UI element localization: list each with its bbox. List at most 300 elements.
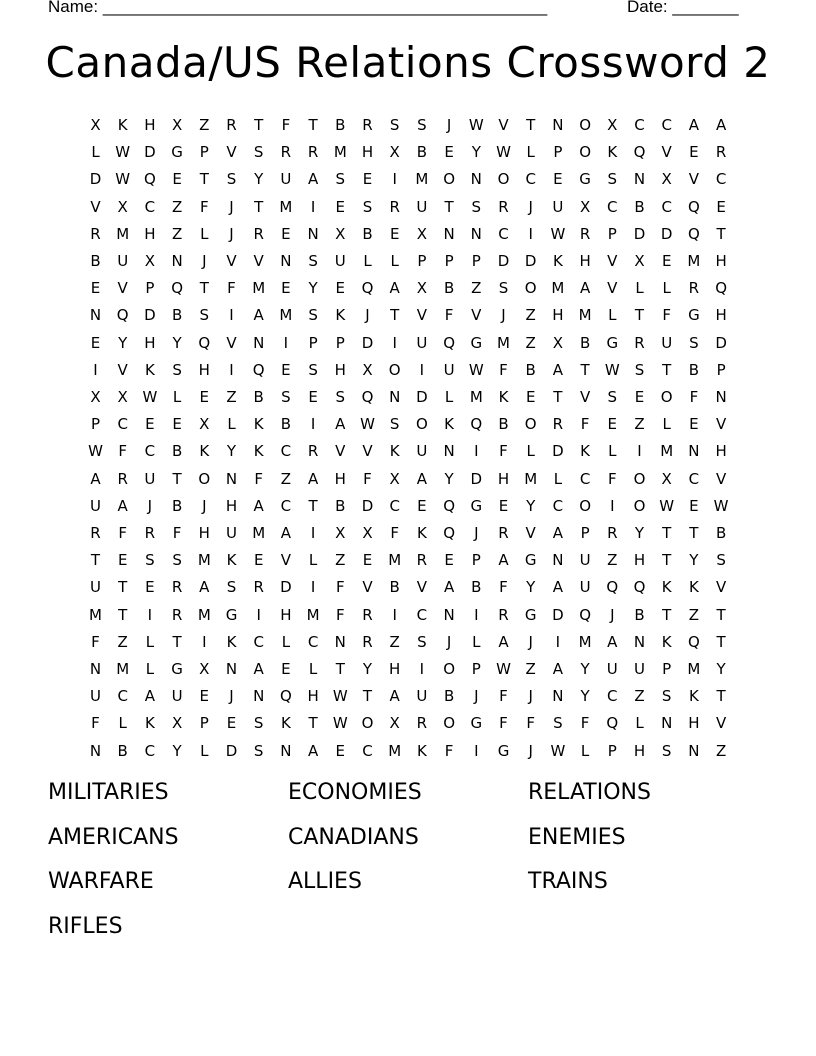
grid-cell[interactable]: R <box>416 551 428 570</box>
grid-cell[interactable]: I <box>610 496 615 515</box>
grid-cell[interactable]: E <box>716 197 726 216</box>
grid-cell[interactable]: H <box>225 496 238 515</box>
grid-cell[interactable]: C <box>688 469 700 488</box>
grid-cell[interactable]: M <box>197 551 211 570</box>
grid-cell[interactable]: X <box>199 415 210 434</box>
grid-cell[interactable]: T <box>716 632 726 651</box>
grid-cell[interactable]: X <box>171 714 183 733</box>
grid-cell[interactable]: M <box>89 605 102 624</box>
grid-cell[interactable]: B <box>471 578 482 597</box>
grid-cell[interactable]: H <box>715 306 727 325</box>
grid-cell[interactable]: F <box>118 524 127 542</box>
grid-cell[interactable]: N <box>253 687 265 706</box>
grid-cell[interactable]: U <box>117 252 129 270</box>
grid-cell[interactable]: U <box>416 333 428 352</box>
grid-cell[interactable]: A <box>552 660 564 678</box>
grid-cell[interactable]: U <box>552 197 564 216</box>
grid-cell[interactable]: W <box>496 660 511 678</box>
grid-cell[interactable]: W <box>713 496 729 515</box>
grid-cell[interactable]: F <box>499 360 508 379</box>
grid-cell[interactable]: R <box>226 116 237 134</box>
grid-cell[interactable]: F <box>390 524 399 542</box>
grid-cell[interactable]: N <box>661 714 673 733</box>
grid-cell[interactable]: F <box>607 469 617 488</box>
grid-cell[interactable]: A <box>443 578 455 597</box>
grid-cell[interactable]: Y <box>118 333 128 352</box>
grid-cell[interactable]: M <box>497 333 510 352</box>
grid-cell[interactable]: Y <box>689 551 699 570</box>
grid-cell[interactable]: U <box>443 360 455 379</box>
grid-cell[interactable]: S <box>145 551 155 570</box>
grid-cell[interactable]: S <box>199 306 210 325</box>
grid-cell[interactable]: U <box>416 197 428 216</box>
grid-cell[interactable]: H <box>307 687 319 706</box>
grid-cell[interactable]: L <box>118 714 127 733</box>
grid-cell[interactable]: I <box>310 578 316 597</box>
grid-cell[interactable]: O <box>524 279 537 298</box>
grid-cell[interactable]: E <box>689 143 699 162</box>
grid-cell[interactable]: J <box>202 252 207 270</box>
grid-cell[interactable]: M <box>469 388 483 406</box>
grid-cell[interactable]: C <box>552 496 564 515</box>
grid-cell[interactable]: N <box>470 170 482 189</box>
grid-cell[interactable]: D <box>361 496 374 515</box>
grid-cell[interactable]: U <box>90 496 101 515</box>
grid-cell[interactable]: C <box>525 170 536 189</box>
grid-cell[interactable]: Z <box>525 333 536 352</box>
grid-cell[interactable]: Z <box>171 224 183 243</box>
grid-cell[interactable]: B <box>171 306 183 325</box>
grid-cell[interactable]: K <box>253 442 264 461</box>
grid-cell[interactable]: T <box>362 687 373 706</box>
grid-cell[interactable]: U <box>661 333 673 352</box>
grid-cell[interactable]: E <box>607 415 618 434</box>
grid-cell[interactable]: Z <box>688 605 700 624</box>
grid-cell[interactable]: X <box>416 224 428 243</box>
grid-cell[interactable]: K <box>144 360 155 379</box>
grid-cell[interactable]: F <box>499 714 508 733</box>
grid-cell[interactable]: H <box>633 741 646 760</box>
grid-cell[interactable]: U <box>144 469 156 488</box>
grid-cell[interactable]: N <box>443 224 455 243</box>
grid-cell[interactable]: C <box>307 632 319 651</box>
grid-cell[interactable]: O <box>579 116 591 134</box>
grid-cell[interactable]: X <box>90 388 101 406</box>
grid-cell[interactable]: F <box>91 632 100 651</box>
grid-cell[interactable]: T <box>662 360 672 379</box>
grid-cell[interactable]: T <box>553 388 563 406</box>
grid-cell[interactable]: H <box>579 252 591 270</box>
grid-cell[interactable]: C <box>117 687 128 706</box>
grid-cell[interactable]: L <box>363 252 372 270</box>
grid-cell[interactable]: S <box>661 741 672 760</box>
grid-cell[interactable]: P <box>90 415 101 434</box>
grid-cell[interactable]: Q <box>443 333 455 352</box>
grid-cell[interactable]: E <box>525 388 536 406</box>
grid-cell[interactable]: X <box>117 388 128 406</box>
grid-cell[interactable]: T <box>308 714 318 733</box>
grid-cell[interactable]: F <box>580 415 590 434</box>
grid-cell[interactable]: L <box>91 143 100 162</box>
grid-cell[interactable]: X <box>389 143 400 162</box>
grid-cell[interactable]: K <box>335 306 346 325</box>
grid-cell[interactable]: O <box>660 388 673 406</box>
grid-cell[interactable]: N <box>171 252 183 270</box>
grid-cell[interactable]: C <box>715 170 727 189</box>
grid-cell[interactable]: M <box>279 306 293 325</box>
grid-cell[interactable]: E <box>634 388 645 406</box>
grid-cell[interactable]: F <box>526 714 535 733</box>
grid-cell[interactable]: R <box>552 415 564 434</box>
grid-cell[interactable]: A <box>389 687 400 706</box>
grid-cell[interactable]: A <box>253 306 264 325</box>
grid-cell[interactable]: M <box>333 143 347 162</box>
grid-cell[interactable]: S <box>716 551 726 570</box>
grid-cell[interactable]: E <box>498 496 509 515</box>
grid-cell[interactable]: F <box>580 714 590 733</box>
grid-cell[interactable]: Q <box>361 388 374 406</box>
grid-cell[interactable]: D <box>144 143 156 162</box>
grid-cell[interactable]: X <box>661 170 672 189</box>
grid-cell[interactable]: X <box>389 469 400 488</box>
grid-cell[interactable]: L <box>444 388 454 406</box>
grid-cell[interactable]: N <box>225 469 238 488</box>
grid-cell[interactable]: T <box>254 197 264 216</box>
grid-cell[interactable]: H <box>198 524 210 542</box>
grid-cell[interactable]: H <box>497 469 510 488</box>
grid-cell[interactable]: V <box>715 415 727 434</box>
grid-cell[interactable]: Q <box>171 279 183 298</box>
grid-cell[interactable]: W <box>604 360 620 379</box>
grid-cell[interactable]: P <box>716 360 726 379</box>
grid-cell[interactable]: J <box>446 632 452 651</box>
grid-cell[interactable]: L <box>308 551 318 570</box>
grid-cell[interactable]: N <box>443 605 455 624</box>
grid-cell[interactable]: X <box>362 524 373 542</box>
grid-cell[interactable]: N <box>633 632 646 651</box>
grid-cell[interactable]: I <box>310 197 316 216</box>
grid-cell[interactable]: T <box>662 524 672 542</box>
grid-cell[interactable]: G <box>497 741 510 760</box>
grid-cell[interactable]: R <box>498 197 509 216</box>
grid-cell[interactable]: I <box>392 333 397 352</box>
grid-cell[interactable]: C <box>253 632 264 651</box>
grid-cell[interactable]: P <box>417 252 427 270</box>
grid-cell[interactable]: U <box>416 687 428 706</box>
grid-cell[interactable]: F <box>499 687 508 706</box>
grid-cell[interactable]: R <box>253 224 264 243</box>
grid-cell[interactable]: R <box>362 605 373 624</box>
grid-cell[interactable]: D <box>552 605 564 624</box>
grid-cell[interactable]: X <box>171 116 183 134</box>
grid-cell[interactable]: E <box>281 360 291 379</box>
grid-cell[interactable]: V <box>471 306 482 325</box>
grid-cell[interactable]: K <box>688 578 699 597</box>
grid-cell[interactable]: J <box>528 741 533 760</box>
grid-cell[interactable]: N <box>253 333 265 352</box>
grid-cell[interactable]: E <box>389 224 400 243</box>
grid-cell[interactable]: Z <box>525 306 536 325</box>
grid-cell[interactable]: W <box>468 116 484 134</box>
grid-cell[interactable]: O <box>361 714 374 733</box>
grid-cell[interactable]: C <box>416 605 428 624</box>
grid-cell[interactable]: E <box>253 551 264 570</box>
grid-cell[interactable]: X <box>199 660 210 678</box>
grid-cell[interactable]: I <box>419 360 425 379</box>
grid-cell[interactable]: C <box>661 116 672 134</box>
grid-cell[interactable]: E <box>281 660 291 678</box>
grid-cell[interactable]: Q <box>361 279 374 298</box>
grid-cell[interactable]: M <box>388 551 402 570</box>
grid-cell[interactable]: C <box>144 741 156 760</box>
grid-cell[interactable]: I <box>528 224 533 243</box>
grid-cell[interactable]: Y <box>526 496 536 515</box>
grid-cell[interactable]: T <box>716 224 726 243</box>
grid-cell[interactable]: Q <box>633 143 646 162</box>
grid-cell[interactable]: R <box>117 469 128 488</box>
grid-cell[interactable]: A <box>253 660 264 678</box>
grid-cell[interactable]: E <box>281 279 291 298</box>
grid-cell[interactable]: V <box>226 252 237 270</box>
grid-cell[interactable]: E <box>553 170 563 189</box>
grid-cell[interactable]: A <box>607 632 618 651</box>
grid-cell[interactable]: V <box>335 442 346 461</box>
grid-cell[interactable]: B <box>443 279 455 298</box>
grid-cell[interactable]: N <box>89 741 102 760</box>
grid-cell[interactable]: S <box>634 360 645 379</box>
grid-cell[interactable]: I <box>310 524 316 542</box>
date-blank[interactable]: _______ <box>672 0 739 16</box>
grid-cell[interactable]: W <box>468 360 484 379</box>
grid-cell[interactable]: K <box>444 415 455 434</box>
grid-cell[interactable]: W <box>550 741 566 760</box>
grid-cell[interactable]: H <box>144 224 156 243</box>
grid-cell[interactable]: T <box>172 469 182 488</box>
grid-cell[interactable]: N <box>443 442 455 461</box>
grid-cell[interactable]: O <box>579 143 591 162</box>
grid-cell[interactable]: N <box>225 660 238 678</box>
grid-cell[interactable]: L <box>390 252 399 270</box>
grid-cell[interactable]: O <box>388 360 401 379</box>
grid-cell[interactable]: R <box>607 524 618 542</box>
grid-cell[interactable]: D <box>552 442 564 461</box>
grid-cell[interactable]: T <box>716 687 726 706</box>
grid-cell[interactable]: G <box>171 143 183 162</box>
grid-cell[interactable]: O <box>579 496 591 515</box>
grid-cell[interactable]: N <box>280 741 292 760</box>
grid-cell[interactable]: N <box>280 252 292 270</box>
grid-cell[interactable]: H <box>715 252 727 270</box>
grid-cell[interactable]: C <box>579 469 591 488</box>
grid-cell[interactable]: C <box>117 415 128 434</box>
grid-cell[interactable]: B <box>416 143 428 162</box>
grid-cell[interactable]: M <box>116 224 130 243</box>
grid-cell[interactable]: Q <box>633 578 646 597</box>
grid-cell[interactable]: B <box>362 224 373 243</box>
grid-cell[interactable]: F <box>172 524 182 542</box>
grid-cell[interactable]: M <box>660 442 674 461</box>
grid-cell[interactable]: W <box>88 442 103 461</box>
grid-cell[interactable]: D <box>144 306 156 325</box>
grid-cell[interactable]: I <box>392 170 397 189</box>
grid-cell[interactable]: H <box>280 605 292 624</box>
grid-cell[interactable]: P <box>662 660 672 678</box>
grid-cell[interactable]: P <box>580 524 590 542</box>
grid-cell[interactable]: E <box>661 252 672 270</box>
grid-cell[interactable]: K <box>117 116 128 134</box>
grid-cell[interactable]: S <box>226 578 237 597</box>
grid-cell[interactable]: Z <box>607 551 618 570</box>
grid-cell[interactable]: P <box>308 333 318 352</box>
grid-cell[interactable]: X <box>362 360 373 379</box>
grid-cell[interactable]: N <box>470 224 482 243</box>
grid-cell[interactable]: Y <box>172 333 182 352</box>
grid-cell[interactable]: G <box>225 605 238 624</box>
grid-cell[interactable]: S <box>253 143 264 162</box>
grid-cell[interactable]: C <box>607 687 618 706</box>
grid-cell[interactable]: S <box>308 306 318 325</box>
grid-cell[interactable]: D <box>524 252 537 270</box>
grid-cell[interactable]: X <box>552 333 564 352</box>
grid-cell[interactable]: A <box>117 496 128 515</box>
grid-cell[interactable]: R <box>579 224 591 243</box>
grid-cell[interactable]: K <box>661 632 672 651</box>
grid-cell[interactable]: X <box>90 116 101 134</box>
grid-cell[interactable]: Q <box>143 170 156 189</box>
grid-cell[interactable]: T <box>390 306 400 325</box>
grid-cell[interactable]: R <box>498 524 509 542</box>
grid-cell[interactable]: Q <box>116 306 129 325</box>
grid-cell[interactable]: K <box>280 714 291 733</box>
grid-cell[interactable]: K <box>226 632 237 651</box>
grid-cell[interactable]: V <box>226 143 237 162</box>
grid-cell[interactable]: O <box>415 415 428 434</box>
grid-cell[interactable]: U <box>606 660 618 678</box>
grid-cell[interactable]: V <box>226 333 237 352</box>
grid-cell[interactable]: W <box>496 143 511 162</box>
grid-cell[interactable]: L <box>608 442 617 461</box>
grid-cell[interactable]: X <box>579 197 591 216</box>
grid-cell[interactable]: T <box>580 360 590 379</box>
grid-cell[interactable]: H <box>688 714 700 733</box>
grid-cell[interactable]: E <box>117 551 128 570</box>
grid-cell[interactable]: M <box>279 197 293 216</box>
grid-cell[interactable]: X <box>144 252 156 270</box>
grid-cell[interactable]: N <box>307 224 319 243</box>
grid-cell[interactable]: V <box>688 170 700 189</box>
grid-cell[interactable]: N <box>89 660 102 678</box>
grid-cell[interactable]: K <box>607 143 618 162</box>
grid-cell[interactable]: A <box>389 279 400 298</box>
grid-cell[interactable]: F <box>499 578 508 597</box>
grid-cell[interactable]: P <box>607 741 617 760</box>
grid-cell[interactable]: W <box>332 714 348 733</box>
grid-cell[interactable]: F <box>662 306 671 325</box>
grid-cell[interactable]: B <box>171 496 183 515</box>
grid-cell[interactable]: M <box>388 741 402 760</box>
grid-cell[interactable]: V <box>607 279 618 298</box>
grid-cell[interactable]: Z <box>280 469 292 488</box>
grid-cell[interactable]: M <box>252 279 266 298</box>
grid-cell[interactable]: A <box>498 632 509 651</box>
grid-cell[interactable]: P <box>335 333 345 352</box>
grid-cell[interactable]: C <box>661 197 672 216</box>
grid-cell[interactable]: N <box>334 632 346 651</box>
grid-cell[interactable]: R <box>171 578 183 597</box>
grid-cell[interactable]: U <box>171 687 183 706</box>
grid-cell[interactable]: G <box>688 306 700 325</box>
grid-cell[interactable]: V <box>416 578 428 597</box>
grid-cell[interactable]: R <box>416 714 428 733</box>
grid-cell[interactable]: E <box>145 415 155 434</box>
grid-cell[interactable]: B <box>335 496 346 515</box>
grid-cell[interactable]: L <box>145 660 155 678</box>
grid-cell[interactable]: N <box>552 116 564 134</box>
grid-cell[interactable]: J <box>147 496 153 515</box>
grid-cell[interactable]: B <box>525 360 536 379</box>
grid-cell[interactable]: L <box>526 442 535 461</box>
grid-cell[interactable]: N <box>552 551 564 570</box>
grid-cell[interactable]: W <box>659 496 675 515</box>
grid-cell[interactable]: G <box>606 333 619 352</box>
grid-cell[interactable]: E <box>172 170 182 189</box>
grid-cell[interactable]: S <box>335 388 346 406</box>
grid-cell[interactable]: W <box>142 388 158 406</box>
grid-cell[interactable]: H <box>715 442 727 461</box>
grid-cell[interactable]: Y <box>580 660 590 678</box>
grid-cell[interactable]: T <box>444 197 454 216</box>
grid-cell[interactable]: A <box>579 279 591 298</box>
grid-cell[interactable]: J <box>229 224 234 243</box>
grid-cell[interactable]: N <box>389 388 401 406</box>
grid-cell[interactable]: K <box>389 442 400 461</box>
grid-cell[interactable]: D <box>633 224 646 243</box>
grid-cell[interactable]: R <box>715 143 727 162</box>
grid-cell[interactable]: M <box>578 632 592 651</box>
grid-cell[interactable]: A <box>144 687 156 706</box>
grid-cell[interactable]: H <box>633 551 646 570</box>
grid-cell[interactable]: X <box>335 224 346 243</box>
grid-cell[interactable]: T <box>172 632 182 651</box>
grid-cell[interactable]: T <box>254 116 264 134</box>
grid-cell[interactable]: S <box>253 714 264 733</box>
grid-cell[interactable]: H <box>198 360 210 379</box>
grid-cell[interactable]: T <box>199 279 209 298</box>
grid-cell[interactable]: A <box>688 116 700 134</box>
grid-cell[interactable]: L <box>227 415 236 434</box>
grid-cell[interactable]: E <box>444 551 454 570</box>
grid-cell[interactable]: R <box>362 116 373 134</box>
grid-cell[interactable]: C <box>607 197 618 216</box>
grid-cell[interactable]: T <box>662 605 672 624</box>
grid-cell[interactable]: Y <box>716 660 726 678</box>
grid-cell[interactable]: T <box>662 551 672 570</box>
grid-cell[interactable]: U <box>226 524 237 542</box>
grid-cell[interactable]: M <box>578 306 592 325</box>
grid-cell[interactable]: B <box>634 605 645 624</box>
grid-cell[interactable]: D <box>361 333 374 352</box>
grid-cell[interactable]: V <box>362 442 373 461</box>
grid-cell[interactable]: E <box>90 333 101 352</box>
grid-cell[interactable]: A <box>253 496 264 515</box>
grid-cell[interactable]: L <box>635 714 644 733</box>
grid-cell[interactable]: C <box>362 741 373 760</box>
grid-cell[interactable]: S <box>389 415 400 434</box>
grid-cell[interactable]: V <box>715 578 727 597</box>
grid-cell[interactable]: L <box>145 632 155 651</box>
grid-cell[interactable]: O <box>524 415 537 434</box>
grid-cell[interactable]: U <box>280 170 292 189</box>
